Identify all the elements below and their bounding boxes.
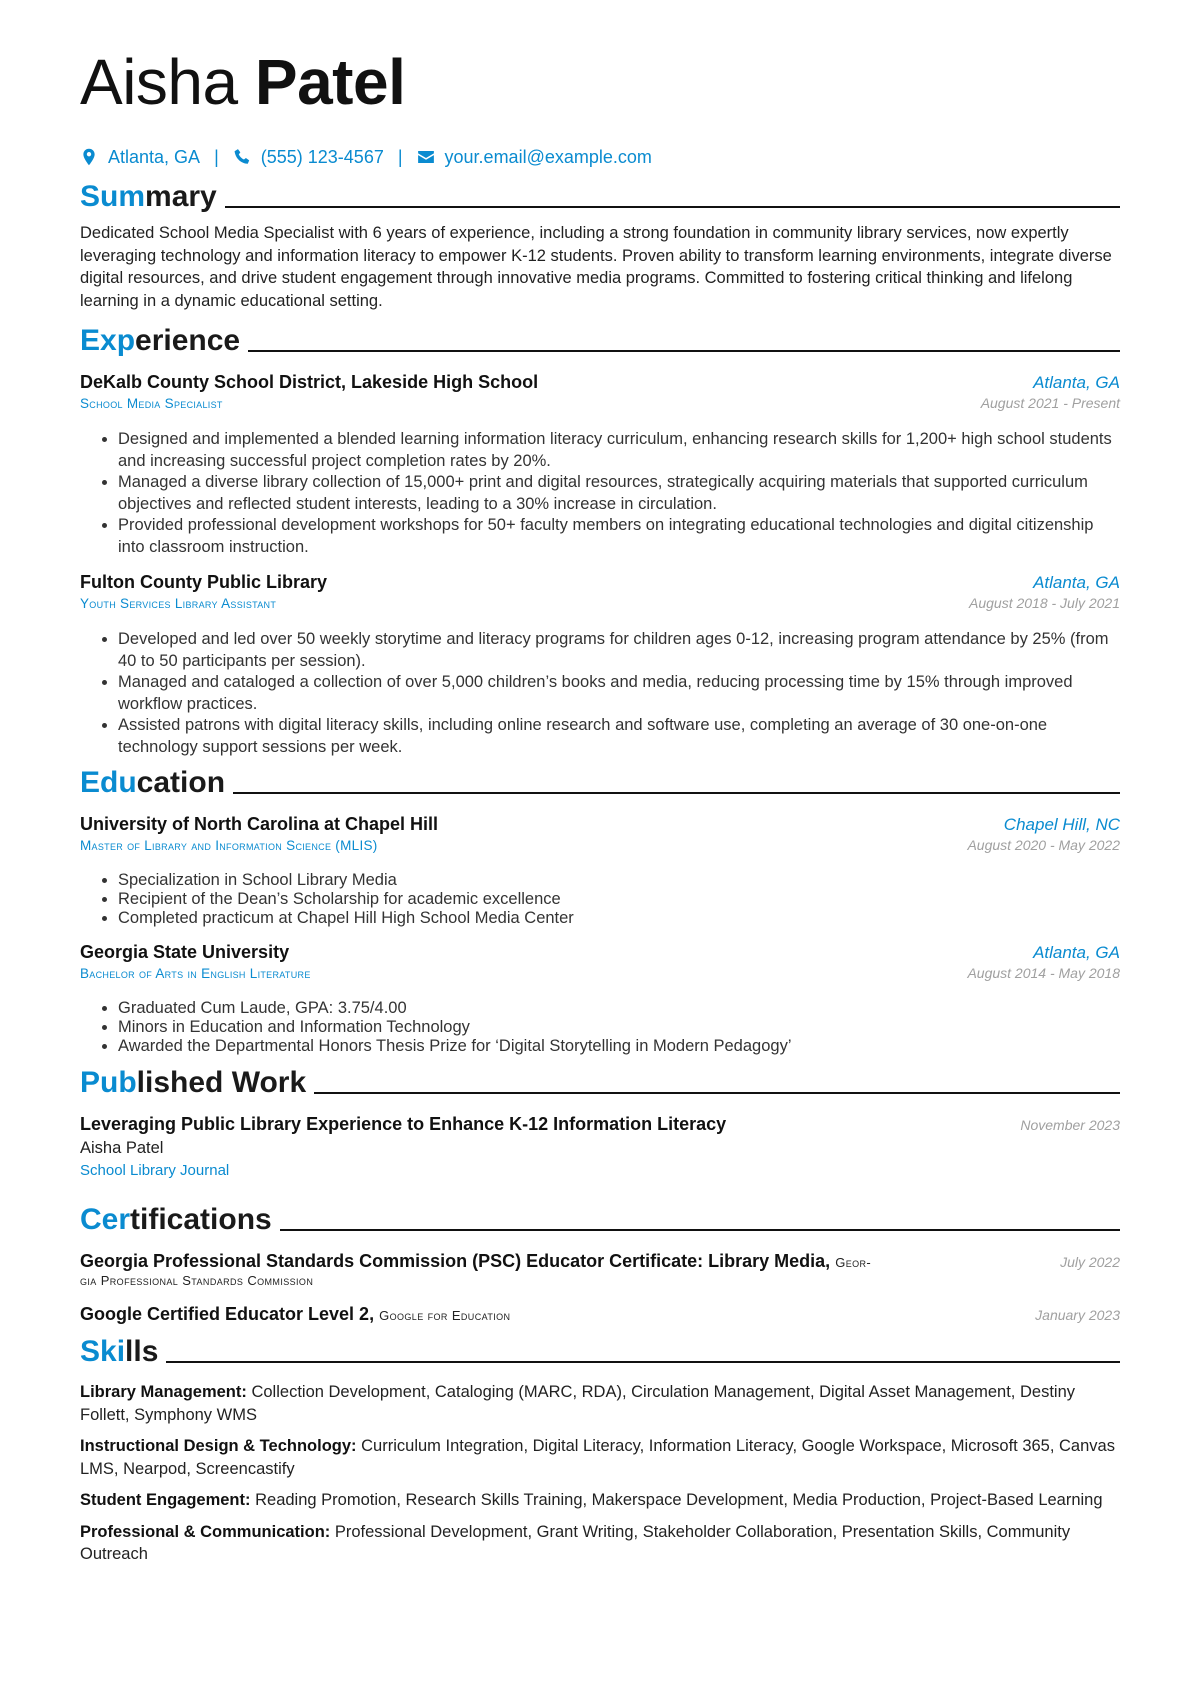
section-rule (233, 792, 1120, 794)
contact-separator: | (214, 146, 219, 167)
publication-author: Aisha Patel (80, 1139, 164, 1157)
degree-title: Bachelor of Arts in English Literature (80, 966, 311, 981)
list-item: • Awarded the Departmental Honors Thesis Prize for ‘Digital Storytelling in Modern Pedagogy’ (118, 1037, 1120, 1056)
employer-name: DeKalb County School District, Lakeside High School (80, 372, 539, 392)
section-rule (166, 1361, 1120, 1363)
list-item: • Assisted patrons with digital literacy skills, including online research and software use, completing an average of 30 one-on-one technology support sessions per week. (118, 715, 1120, 758)
entry-dates: August 2018 - July 2021 (969, 595, 1120, 611)
entry-dates: August 2021 - Present (980, 395, 1120, 411)
experience-entry (80, 572, 1120, 758)
candidate-name (80, 40, 1120, 124)
degree-title: Master of Library and Information Science (MLIS) (80, 838, 378, 853)
location-text: Atlanta, GA (108, 146, 201, 167)
entry-location: Atlanta, GA (1033, 373, 1120, 392)
skill-group (80, 1435, 1120, 1480)
list-item: • Specialization in School Library Media (118, 871, 1120, 890)
experience-section (80, 320, 1120, 758)
email-link: your.email@example.com (444, 146, 652, 167)
entry-dates: August 2020 - May 2022 (967, 837, 1120, 853)
entry-location: Chapel Hill, NC (1003, 815, 1120, 834)
section-title: Education (80, 766, 226, 799)
phone-text: (555) 123-4567 (260, 146, 384, 167)
bullet-list (80, 429, 1120, 558)
experience-entry (80, 372, 1120, 558)
certification-entry: Google Certified Educator Level 2, Google for Education January 2023 (80, 1304, 1120, 1324)
entry-location: Atlanta, GA (1033, 573, 1120, 592)
skill-group-label: Instructional Design & Technology: (80, 1437, 357, 1455)
certification-date: July 2022 (1060, 1254, 1120, 1270)
summary-text: Dedicated School Media Specialist with 6 years of experience, including a strong foundation in community library services, now expertly leveraging technology and information literacy to empower K-12 students. Proven ability to transform learning environments, integrate diverse digital resources, and drive student engagement through innovative media programs. Committed to fostering critical thinking and lifelong learning in a dynamic educational setting. (80, 224, 1112, 310)
publication-venue: School Library Journal (80, 1162, 230, 1179)
contact-separator: | (397, 146, 403, 167)
skill-group-items: Curriculum Integration, Digital Literacy, Information Literacy, Google Workspace, Microsoft 365, Canvas LMS, Nearpod, Screencastify (80, 1437, 1115, 1478)
section-heading (80, 320, 1120, 358)
section-title: Summary (80, 180, 217, 213)
list-item: • Developed and led over 50 weekly storytime and literacy programs for children ages 0-12, increasing program attendance by 25% (from 40 to 50 participants per session). (118, 629, 1120, 672)
entry-location: Atlanta, GA (1033, 943, 1120, 962)
publication-date: November 2023 (1020, 1117, 1120, 1133)
list-item: • Completed practicum at Chapel Hill High School Media Center (118, 909, 1120, 928)
list-item: • Minors in Education and Information Technology (118, 1018, 1120, 1037)
certification-issuer: gia Professional Standards Commission (80, 1273, 314, 1288)
section-title: Published Work (80, 1066, 307, 1099)
section-heading (80, 1199, 1120, 1237)
skill-group-items: Reading Promotion, Research Skills Training, Makerspace Development, Media Production, Project-Based Learning (255, 1491, 1103, 1509)
certification-issuer: Google for Education (379, 1308, 511, 1323)
skill-group (80, 1489, 1120, 1512)
publication-title: Leveraging Public Library Experience to Enhance K-12 Information Literacy (80, 1114, 727, 1134)
skill-group-label: Student Engagement: (80, 1491, 251, 1509)
resume-page (80, 40, 1120, 1575)
published-work-section (80, 1062, 1120, 1179)
school-name: University of North Carolina at Chapel Hill (80, 814, 439, 834)
skill-group (80, 1381, 1120, 1426)
skill-group-items: Professional Development, Grant Writing, Stakeholder Collaboration, Presentation Skills, Community Outreach (80, 1522, 1071, 1563)
entry-dates: August 2014 - May 2018 (967, 965, 1120, 981)
education-entry (80, 814, 1120, 928)
list-item: • Managed a diverse library collection of 15,000+ print and digital resources, strategically acquiring materials that supported curriculum objectives and reflected student interests, leading to a 30% increase in circulation. (118, 472, 1120, 515)
contact-line (80, 144, 1120, 170)
section-title: Certifications (80, 1203, 272, 1236)
certification-entry: Georgia Professional Standards Commission (PSC) Educator Certificate: Library Media, Geor- gia Professional Standards Commission July 2022 (80, 1251, 1120, 1288)
list-item: • Managed and cataloged a collection of over 5,000 children’s books and media, reducing processing time by 15% through improved workflow practices. (118, 672, 1120, 715)
certification-name: Georgia Professional Standards Commission (PSC) Educator Certificate: Library Media (80, 1251, 826, 1271)
contact-phone[interactable] (233, 147, 384, 168)
certifications-section (80, 1199, 1120, 1325)
skill-group (80, 1521, 1120, 1566)
certification-date: January 2023 (1035, 1307, 1120, 1323)
list-item: • Designed and implemented a blended learning information literacy curriculum, enhancing research skills for 1,200+ high school students and increasing successful project completion rates by 20%. (118, 429, 1120, 472)
section-rule (314, 1092, 1120, 1094)
section-heading (80, 1331, 1120, 1369)
section-heading (80, 762, 1120, 800)
summary-section (80, 176, 1120, 312)
contact-location (80, 147, 200, 168)
section-rule (280, 1229, 1120, 1231)
envelope-icon (417, 148, 435, 166)
skill-group-label: Library Management: (80, 1383, 247, 1401)
skill-group-items: Collection Development, Cataloging (MARC, RDA), Circulation Management, Digital Asset Management, Destiny Follett, Symphony WMS (80, 1383, 1075, 1424)
bullet-list (80, 871, 1120, 928)
education-section (80, 762, 1120, 1056)
phone-icon (233, 148, 251, 166)
bullet-list (80, 999, 1120, 1056)
skill-group-label: Professional & Communication: (80, 1522, 331, 1541)
bullet-list (80, 629, 1120, 758)
employer-name: Fulton County Public Library (80, 572, 327, 592)
certification-name: Google Certified Educator Level 2 (80, 1304, 370, 1324)
skills-section (80, 1331, 1120, 1566)
section-heading (80, 176, 1120, 214)
job-title: Youth Services Library Assistant (80, 596, 277, 611)
education-entry (80, 942, 1120, 1056)
first-name: Aisha (80, 46, 238, 118)
section-title: Skills (80, 1335, 159, 1368)
contact-email[interactable] (417, 147, 652, 168)
section-heading (80, 1062, 1120, 1100)
section-rule (225, 206, 1120, 208)
map-pin-icon (80, 148, 98, 166)
list-item: • Provided professional development workshops for 50+ faculty members on integrating educational technologies and digital citizenship into classroom instruction. (118, 515, 1120, 558)
certification-issuer: Geor- (835, 1255, 872, 1270)
school-name: Georgia State University (80, 942, 290, 962)
section-title: Experience (80, 324, 241, 357)
list-item: • Recipient of the Dean’s Scholarship for academic excellence (118, 890, 1120, 909)
last-name: Patel (254, 46, 406, 118)
section-rule (248, 350, 1120, 352)
list-item: • Graduated Cum Laude, GPA: 3.75/4.00 (118, 999, 1120, 1018)
publication-entry (80, 1114, 1120, 1179)
job-title: School Media Specialist (80, 396, 223, 411)
